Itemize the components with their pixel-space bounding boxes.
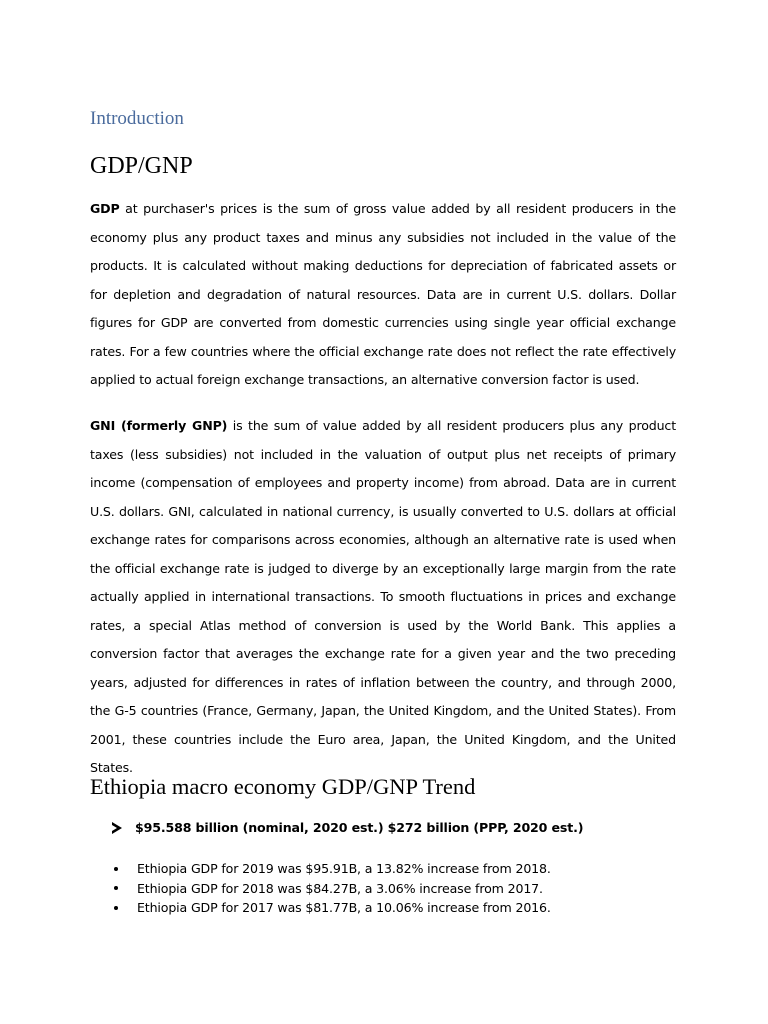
list-item-text: Ethiopia GDP for 2019 was $95.91B, a 13.82% increase from 2018. <box>137 861 551 877</box>
introduction-heading: Introduction <box>90 108 184 129</box>
round-bullet-icon <box>114 867 118 871</box>
list-item-text: Ethiopia GDP for 2018 was $84.27B, a 3.06% increase from 2017. <box>137 880 543 896</box>
list-item <box>112 859 551 879</box>
gdp-summary-text: $95.588 billion (nominal, 2020 est.) $272 billion (PPP, 2020 est.) <box>135 820 584 835</box>
list-item-text: Ethiopia GDP for 2017 was $81.77B, a 10.06% increase from 2016. <box>137 900 551 916</box>
gni-term: GNI (formerly GNP) <box>90 418 228 433</box>
gdp-term: GDP <box>90 201 120 216</box>
round-bullet-icon <box>114 886 118 890</box>
arrow-bullet-icon <box>112 822 122 834</box>
gdp-summary-item <box>112 820 583 835</box>
gni-paragraph <box>90 412 676 783</box>
list-item <box>112 898 551 918</box>
gni-definition: is the sum of value added by all resident producers plus any product taxes (less subsidies) not included in the valuation of output plus net receipts of primary income (compensation of employees and property income) from abroad. Data are in current U.S. dollars. GNI, calculated in national currency, is usually converted to U.S. dollars at official exchange rates for comparisons across economies, although an alternative rate is used when the official exchange rate is judged to diverge by an exceptionally large margin from the rate actually applied in international transactions. To smooth fluctuations in prices and exchange rates, a special Atlas method of conversion is used by the World Bank. This applies a conversion factor that averages the exchange rate for a given year and the two preceding years, adjusted for differences in rates of inflation between the country, and through 2000, the G-5 countries (France, Germany, Japan, the United Kingdom, and the United States). From 2001, these countries include the Euro area, Japan, the United Kingdom, and the United States. <box>90 418 676 775</box>
gdp-paragraph <box>90 195 676 395</box>
trend-heading: Ethiopia macro economy GDP/GNP Trend <box>90 774 476 799</box>
gdp-trend-list <box>112 859 551 918</box>
list-item <box>112 879 551 899</box>
round-bullet-icon <box>114 906 118 910</box>
gdp-definition: at purchaser's prices is the sum of gross value added by all resident producers in the economy plus any product taxes and minus any subsidies not included in the value of the products. It is calculated without making deductions for depreciation of fabricated assets or for depletion and degradation of natural resources. Data are in current U.S. dollars. Dollar figures for GDP are converted from domestic currencies using single year official exchange rates. For a few countries where the official exchange rate does not reflect the rate effectively applied to actual foreign exchange transactions, an alternative conversion factor is used. <box>90 201 676 387</box>
gdp-gnp-heading: GDP/GNP <box>90 153 193 179</box>
